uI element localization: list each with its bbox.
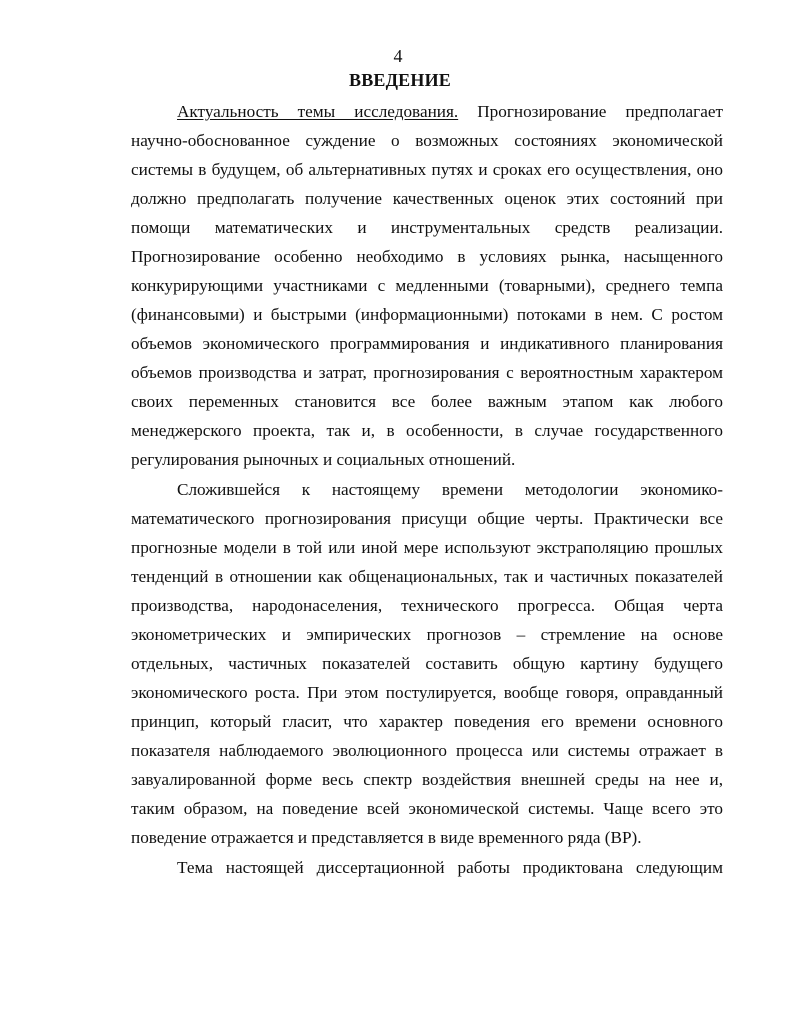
paragraph-1-line-12: менеджерского проекта, так и, в особенности, в случае государственного: [131, 421, 723, 440]
paragraph-1-line-5: помощи математических и инструментальных средств реализации.: [131, 218, 723, 237]
paragraph-1-line-13: регулирования рыночных и социальных отношений.: [131, 450, 516, 469]
paragraph-1-line-6: Прогнозирование особенно необходимо в условиях рынка, насыщенного: [131, 247, 723, 266]
paragraph-1-line-9: объемов экономического программирования и индикативного планирования: [131, 334, 723, 353]
paragraph-2-line-8: экономического роста. При этом постулируется, вообще говоря, оправданный: [131, 683, 723, 702]
paragraph-1-line-11: своих переменных становится все более важным этапом как любого: [131, 392, 723, 411]
paragraph-1-line-1-text: Прогнозирование предполагает: [458, 102, 723, 121]
paragraph-2-line-10: показателя наблюдаемого эволюционного процесса или системы отражает в: [131, 741, 723, 760]
paragraph-2-line-12: таким образом, на поведение всей экономической системы. Чаще всего это: [131, 799, 723, 818]
paragraph-2-line-2: математического прогнозирования присущи общие черты. Практически все: [131, 509, 723, 528]
paragraph-1-line-4: должно предполагать получение качественных оценок этих состояний при: [131, 189, 723, 208]
paragraph-2-line-5: производства, народонаселения, технического прогресса. Общая черта: [131, 596, 723, 615]
paragraph-1-line-1: [131, 97, 723, 126]
paragraph-3-line-1: Тема настоящей диссертационной работы продиктована следующим: [177, 858, 723, 877]
paragraph-1-line-8: (финансовыми) и быстрыми (информационными) потоками в нем. С ростом: [131, 305, 723, 324]
paragraph-2-line-3: прогнозные модели в той или иной мере используют экстраполяцию прошлых: [131, 538, 723, 557]
paragraph-2-line-11: завуалированной форме весь спектр воздействия внешней среды на нее и,: [131, 770, 723, 789]
paragraph-2-line-6: эконометрических и эмпирических прогнозов – стремление на основе: [131, 625, 723, 644]
section-heading: ВВЕДЕНИЕ: [348, 70, 451, 90]
paragraph-1-line-2: научно-обоснованное суждение о возможных состояниях экономической: [131, 131, 723, 150]
paragraph-1-line-10: объемов производства и затрат, прогнозирования с вероятностным характером: [131, 363, 723, 382]
body-text: [131, 97, 723, 882]
paragraph-2-line-9: принцип, который гласит, что характер поведения его времени основного: [131, 712, 723, 731]
topic-relevance-label: Актуальность темы исследования.: [177, 102, 459, 121]
page-number: 4: [393, 46, 403, 66]
paragraph-2-line-4: тенденций в отношении как общенациональных, так и частичных показателей: [131, 567, 723, 586]
paragraph-1-line-3: системы в будущем, об альтернативных путях и сроках его осуществления, оно: [131, 160, 723, 179]
paragraph-2-line-7: отдельных, частичных показателей составить общую картину будущего: [131, 654, 723, 673]
paragraph-1-line-7: конкурирующими участниками с медленными (товарными), среднего темпа: [131, 276, 723, 295]
paragraph-2-line-1: Сложившейся к настоящему времени методологии экономико-: [177, 480, 723, 499]
paragraph-2-line-13: поведение отражается и представляется в виде временного ряда (ВР).: [131, 828, 642, 847]
